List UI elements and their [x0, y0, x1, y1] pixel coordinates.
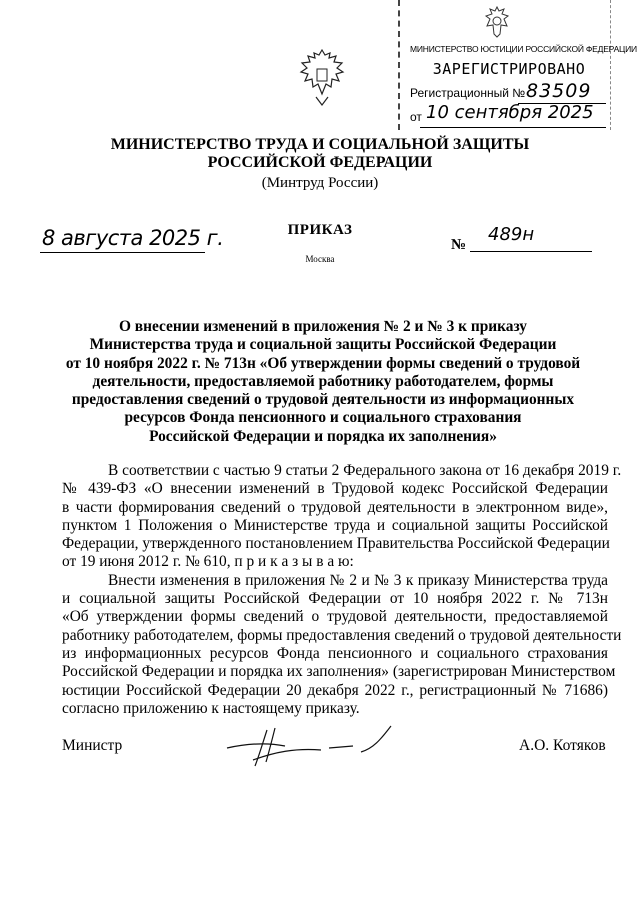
stamp-date-prefix: от — [410, 110, 422, 124]
stamp-reg-number: 83509 — [526, 80, 592, 102]
body-line: и социальной защиты Российской Федерации от 10 ноября 2022 г. № 713н — [62, 590, 608, 608]
stamp-emblem-icon — [482, 4, 512, 40]
heading-line: Российской Федерации и порядка их заполнения» — [149, 427, 497, 445]
ministry-name-line1: МИНИСТЕРСТВО ТРУДА И СОЦИАЛЬНОЙ ЗАЩИТЫ — [110, 136, 530, 153]
body-line: № 439-ФЗ «О внесении изменений в Трудовой кодекс Российской Федерации — [62, 480, 608, 498]
order-title: ПРИКАЗ — [287, 222, 353, 238]
order-date-underline — [40, 252, 205, 253]
stamp-date-underline — [420, 127, 606, 128]
heading-line: ресурсов Фонда пенсионного и социального страхования — [124, 409, 522, 427]
order-date: 8 августа 2025 г. — [42, 226, 224, 250]
body-line: работнику работодателем, формы предоставления сведений о трудовой деятельности — [62, 626, 622, 644]
order-number-sign: № — [451, 237, 467, 253]
ministry-short-name: (Минтруд России) — [261, 175, 379, 191]
stamp-reg-label: Регистрационный № — [410, 86, 526, 100]
order-city: Москва — [305, 254, 335, 264]
registration-stamp — [398, 0, 637, 130]
handwritten-signature — [225, 722, 405, 772]
heading-line: Министерства труда и социальной защиты Российской Федерации — [89, 336, 557, 354]
heading-line: деятельности, предоставляемой работнику работодателем, формы — [92, 372, 554, 390]
body-line: Российской Федерации и порядка их заполнения» (зарегистрирован Министерством — [62, 663, 616, 681]
document-body — [62, 462, 622, 718]
ministry-name — [110, 136, 530, 172]
body-line: юстиции Российской Федерации 20 декабря 2022 г., регистрационный № 71686) — [62, 681, 608, 699]
signatory-title: Министр — [62, 737, 123, 754]
body-line: Внести изменения в приложения № 2 и № 3 к приказу Министерства труда — [108, 571, 608, 589]
body-line: из информационных ресурсов Фонда пенсионного и социального страхования — [62, 644, 608, 662]
heading-line: от 10 ноября 2022 г. № 713н «Об утверждении формы сведений о трудовой — [65, 354, 581, 372]
coat-of-arms-icon — [298, 47, 346, 107]
document-heading — [58, 318, 588, 446]
stamp-date: 10 сентября 2025 — [426, 102, 594, 123]
body-line: от 19 июня 2012 г. № 610, п р и к а з ы в а ю: — [62, 553, 354, 571]
heading-line: О внесении изменений в приложения № 2 и № 3 к приказу — [118, 318, 528, 335]
body-line: пунктом 1 Положения о Министерстве труда и социальной защиты Российской — [62, 516, 608, 534]
stamp-title: ЗАРЕГИСТРИРОВАНО — [432, 60, 586, 78]
order-number-underline — [470, 251, 592, 252]
body-line: В соответствии с частью 9 статьи 2 Федерального закона от 16 декабря 2019 г. — [108, 462, 622, 479]
body-line: согласно приложению к настоящему приказу. — [62, 699, 360, 717]
signatory-name: А.О. Котяков — [519, 737, 606, 754]
body-line: «Об утверждении формы сведений о трудовой деятельности, предоставляемой — [62, 608, 608, 626]
stamp-ministry: МИНИСТЕРСТВО ЮСТИЦИИ РОССИЙСКОЙ ФЕДЕРАЦИИ — [410, 44, 637, 54]
heading-line: предоставления сведений о трудовой деятельности из информационных — [71, 391, 575, 409]
ministry-name-line2: РОССИЙСКОЙ ФЕДЕРАЦИИ — [207, 154, 433, 171]
order-number: 489н — [488, 224, 535, 245]
body-line: Федерации, утвержденного постановлением Правительства Российской Федерации — [62, 535, 610, 553]
body-line: в части формирования сведений о трудовой деятельности в электронном виде», — [62, 498, 608, 516]
